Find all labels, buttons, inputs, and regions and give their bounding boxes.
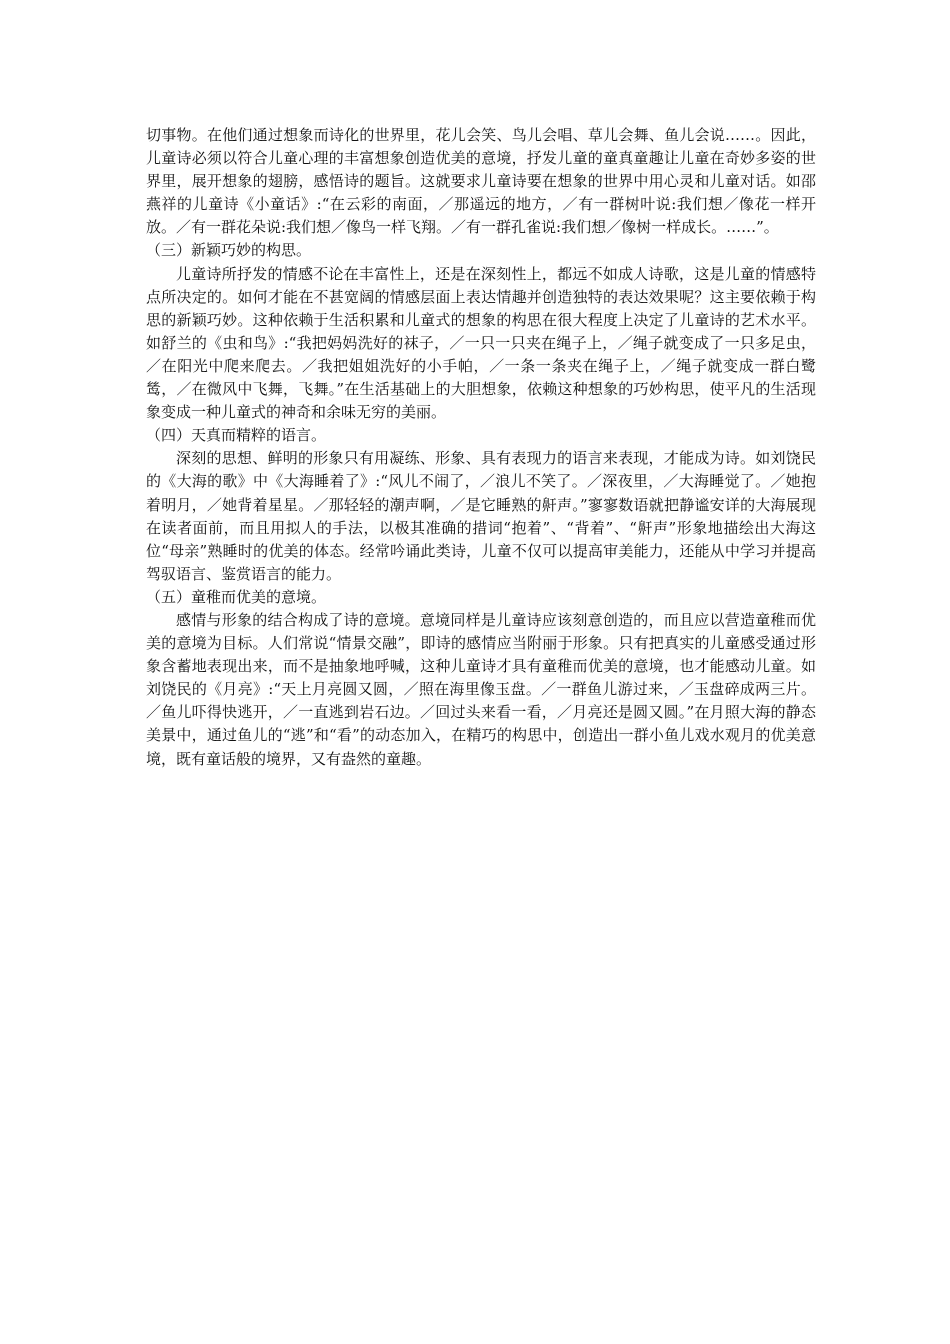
section-heading-4: （四）天真而精粹的语言。	[146, 426, 327, 445]
paragraph-imagination: 切事物。在他们通过想象而诗化的世界里，花儿会笑、鸟儿会唱、草儿会舞、鱼儿会说……。因此，儿童诗必须以符合儿童心理的丰富想象创造优美的意境，抒发儿童的童真童趣让儿童在奇妙多姿的世界里，展开想象的翅膀，感悟诗的题旨。这就要求儿童诗要在想象的世界中用心灵和儿童对话。如邵燕祥的儿童诗《小童话》:“在云彩的南面，／那遥远的地方，／有一群树叶说:我们想／像花一样开放。／有一群花朵说:我们想／像鸟一样飞翔。／有一群孔雀说:我们想／像树一样成长。……”。	[146, 126, 816, 237]
paragraph-artistic-conception: 感情与形象的结合构成了诗的意境。意境同样是儿童诗应该刻意创造的，而且应以营造童稚而优美的意境为目标。人们常说“情景交融”，即诗的感情应当附丽于形象。只有把真实的儿童感受通过形象含蓄地表现出来，而不是抽象地呼喊，这种儿童诗才具有童稚而优美的意境，也才能感动儿童。如刘饶民的《月亮》:“天上月亮圆又圆，／照在海里像玉盘。／一群鱼儿游过来，／玉盘碎成两三片。／鱼儿吓得快逃开，／一直逃到岩石边。／回过头来看一看，／月亮还是圆又圆。”在月照大海的静态美景中，通过鱼儿的“逃”和“看”的动态加入，在精巧的构思中，创造出一群小鱼儿戏水观月的优美意境，既有童话般的境界，又有盎然的童趣。	[146, 610, 816, 768]
paragraph-language: 深刻的思想、鲜明的形象只有用凝练、形象、具有表现力的语言来表现，才能成为诗。如刘饶民的《大海的歌》中《大海睡着了》:“风儿不闹了，／浪儿不笑了。／深夜里，／大海睡觉了。／她抱着明月，／她背着星星。／那轻轻的潮声啊，／是它睡熟的鼾声。”寥寥数语就把静谧安详的大海展现在读者面前，而且用拟人的手法，以极其准确的措词“抱着”、“背着”、“鼾声”形象地描绘出大海这位“母亲”熟睡时的优美的体态。经常吟诵此类诗，儿童不仅可以提高审美能力，还能从中学习并提高驾驭语言、鉴赏语言的能力。	[146, 449, 816, 583]
section-heading-3: （三）新颖巧妙的构思。	[146, 241, 312, 260]
paragraph-conception: 儿童诗所抒发的情感不论在丰富性上，还是在深刻性上，都远不如成人诗歌，这是儿童的情感特点所决定的。如何才能在不甚宽阔的情感层面上表达情趣并创造独特的表达效果呢？这主要依赖于构思的新颖巧妙。这种依赖于生活积累和儿童式的想象的构思在很大程度上决定了儿童诗的艺术水平。如舒兰的《虫和鸟》:“我把妈妈洗好的袜子，／一只一只夹在绳子上，／绳子就变成了一只多足虫，／在阳光中爬来爬去。／我把姐姐洗好的小手帕，／一条一条夹在绳子上，／绳子就变成一群白鹭鸶，／在微风中飞舞，飞舞。”在生活基础上的大胆想象，依赖这种想象的巧妙构思，使平凡的生活现象变成一种儿童式的神奇和余味无穷的美丽。	[146, 264, 816, 422]
section-heading-5: （五）童稚而优美的意境。	[146, 587, 327, 606]
document-body	[146, 124, 816, 771]
